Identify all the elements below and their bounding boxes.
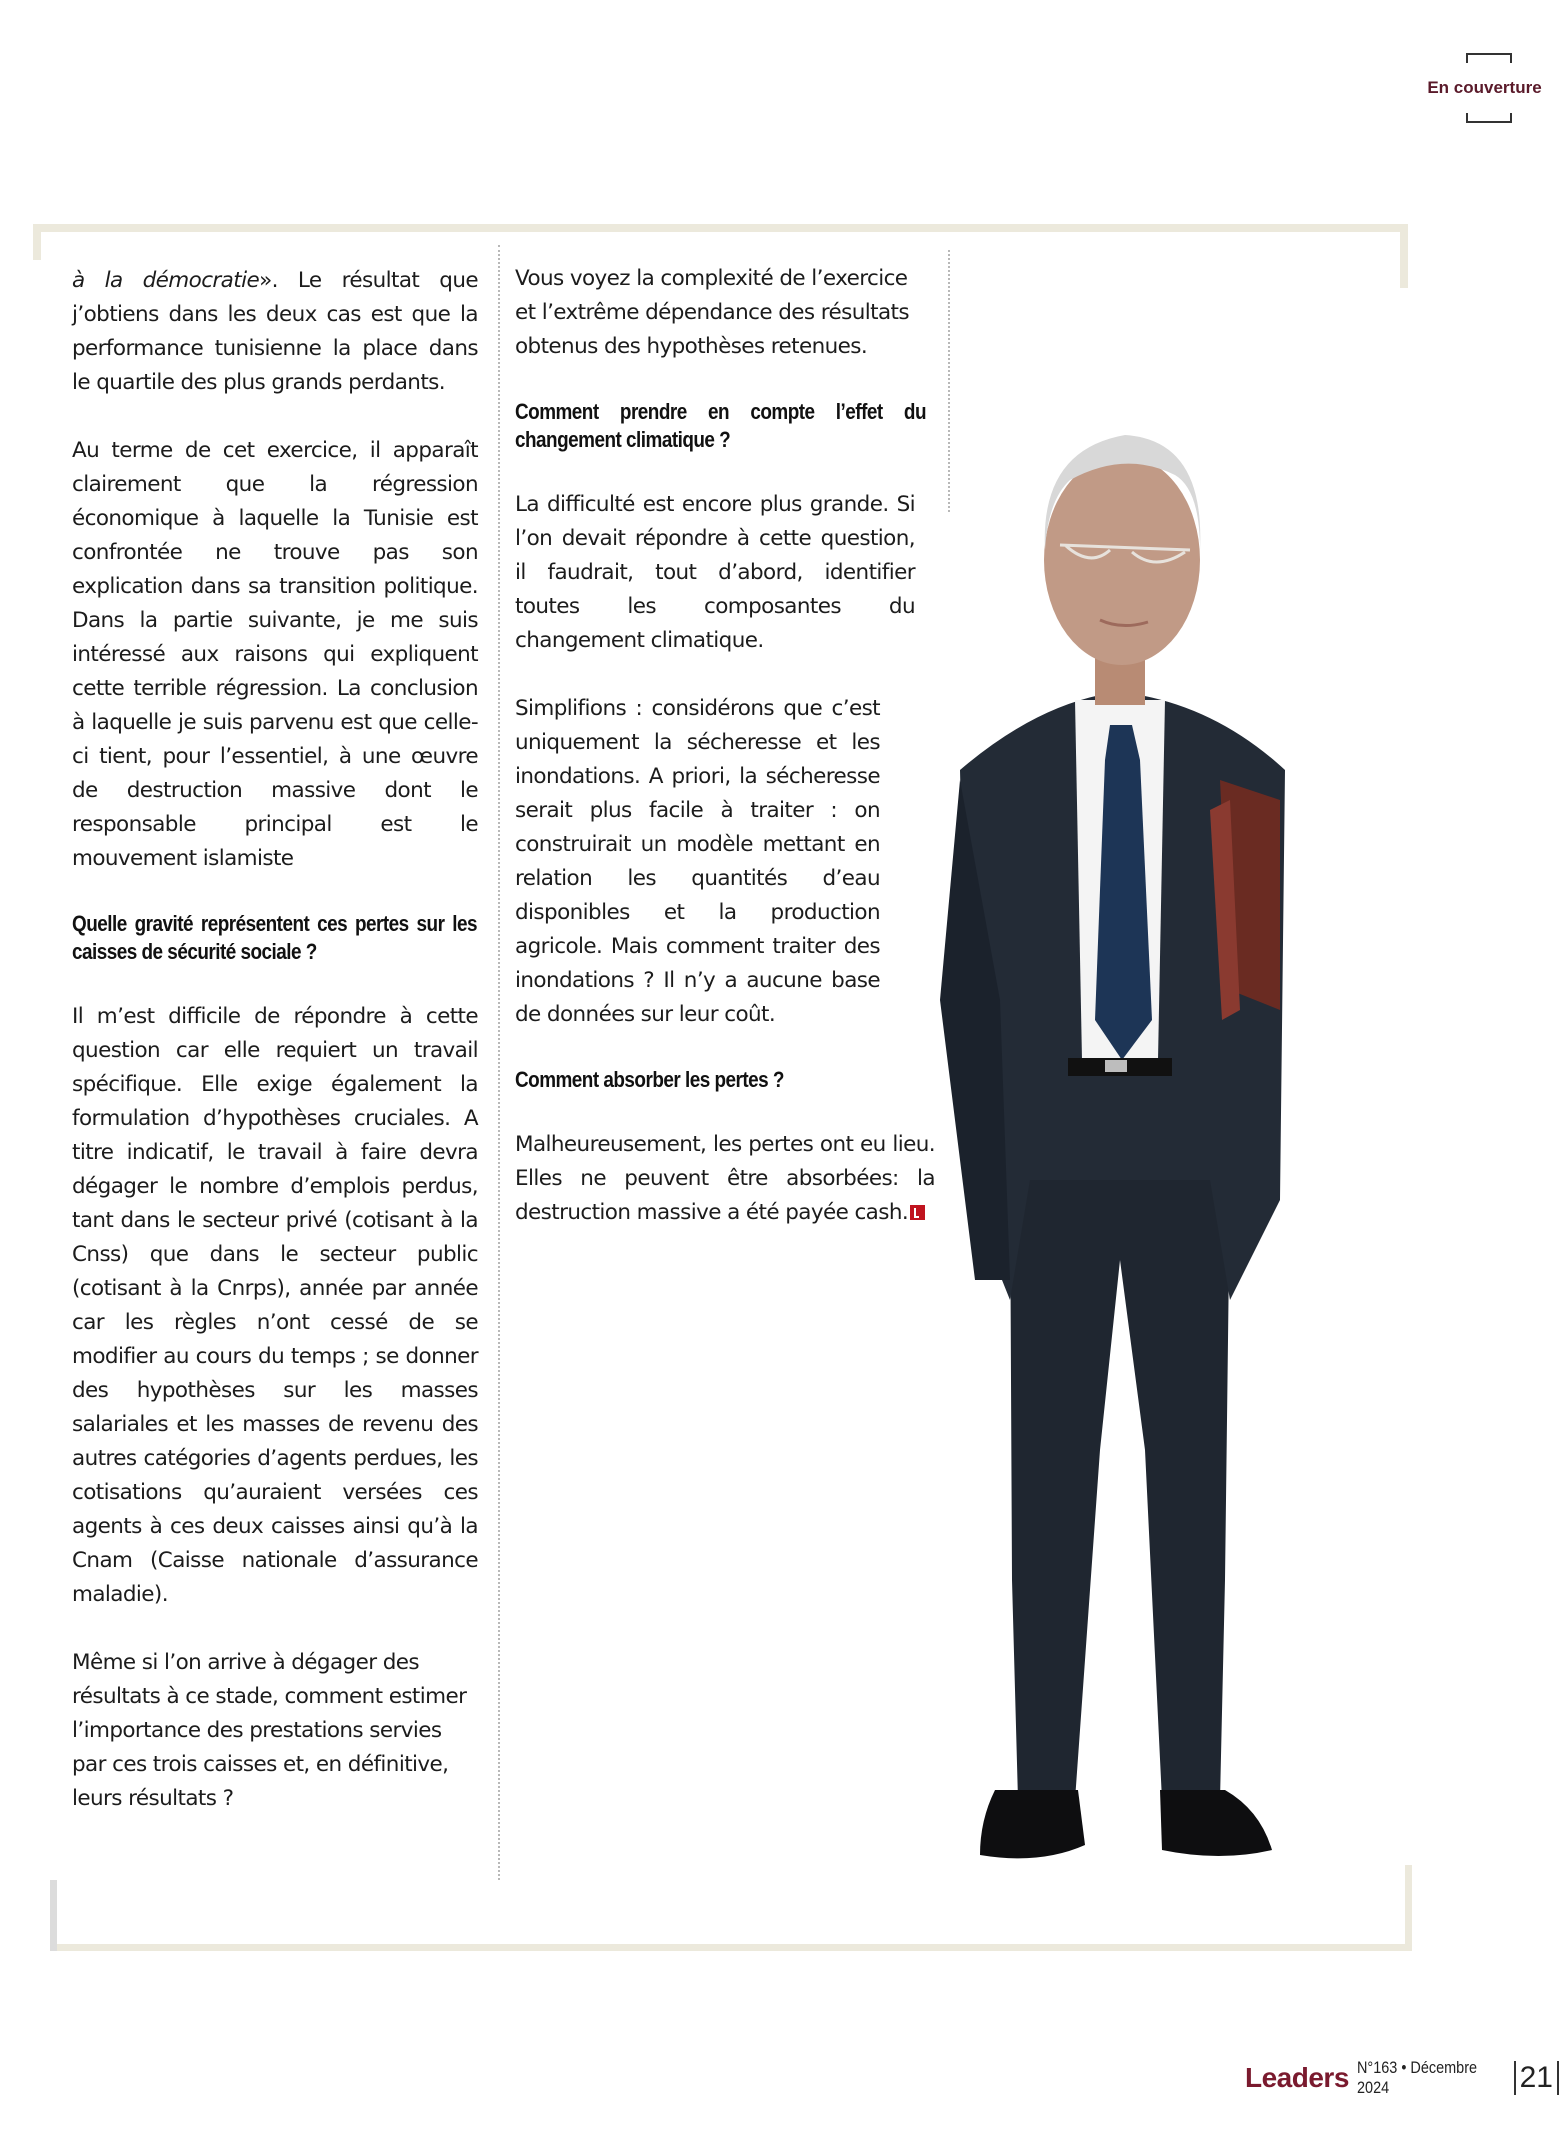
paragraph	[72, 264, 478, 400]
issue-info: N°163 • Décembre 2024	[1356, 2058, 1477, 2097]
interview-question: Comment absorber les pertes ?	[515, 1067, 784, 1092]
portrait-photo	[900, 300, 1340, 1880]
paragraph	[515, 1128, 935, 1230]
frame-border-right-bottom	[1405, 1865, 1412, 1951]
interview-question: Comment prendre en compte l’effet du changement climatique ?	[515, 399, 926, 452]
frame-border-left	[33, 224, 41, 260]
header-bracket-top	[1466, 53, 1512, 63]
column-divider-1	[498, 245, 500, 1880]
left-shoe	[980, 1790, 1085, 1858]
face	[1044, 455, 1200, 665]
article-column-2	[515, 262, 935, 1264]
frame-border-bottom	[50, 1944, 1410, 1951]
paragraph: Vous voyez la complexité de l’exercice et l’extrême dépendance des résultats obtenus des hypothèses retenues.	[515, 266, 909, 359]
paragraph: La difficulté est encore plus grande. Si l’on devait répondre à cette question, il faudrait, tout d’abord, identifier toutes les composantes du changement climatique.	[515, 492, 915, 653]
header-bracket-bottom	[1466, 113, 1512, 123]
page-footer	[1245, 2058, 1559, 2098]
section-tag: En couverture	[1427, 78, 1542, 97]
page-number: 21	[1514, 2061, 1559, 2095]
brand-logo: Leaders	[1245, 2062, 1349, 2093]
belt-buckle	[1105, 1060, 1127, 1072]
frame-border-right-top	[1400, 224, 1408, 288]
paragraph-text: Malheureusement, les pertes ont eu lieu. Elles ne peuvent être absorbées: la destruction massive a été payée cash.	[515, 1132, 935, 1225]
italic-lead: à la démocratie	[72, 268, 260, 293]
paragraph: Simplifions : considérons que c’est uniquement la sécheresse et les inondations. A priori, la sécheresse serait plus facile à traiter : on construirait un modèle mettant en relation les quantités d’eau disponibles et la production agricole. Mais comment traiter des inondations ? Il n’y a aucune base de données sur leur coût.	[515, 696, 880, 1027]
frame-border-left-bottom	[50, 1880, 57, 1951]
paragraph: Au terme de cet exercice, il apparaît clairement que la régression économique à laquelle la Tunisie est confrontée ne trouve pas son explication dans sa transition politique. Dans la partie suivante, je me suis intéressé aux raisons qui expliquent cette terrible régression. La conclusion à laquelle je suis parvenu est que celle-ci tient, pour l’essentiel, à une œuvre de destruction massive dont le responsable principal est le mouvement islamiste	[72, 438, 478, 871]
right-shoe	[1160, 1790, 1272, 1856]
frame-border-top	[33, 224, 1408, 232]
article-column-1	[72, 264, 478, 1850]
paragraph: Il m’est difficile de répondre à cette question car elle requiert un travail spécifique. Elle exige également la formulation d’hypothèses cruciales. A titre indicatif, le travail à faire devra dégager le nombre d’emplois perdus, tant dans le secteur privé (cotisant à la Cnss) que dans le secteur public (cotisant à la Cnrps), année par année car les règles n’ont cessé de se modifier au cours du temps ; se donner des hypothèses sur les masses salariales et les masses de revenu des autres catégories d’agents perdues, les cotisations qu’auraient versées ces agents à ces deux caisses ainsi qu’à la Cnam (Caisse nationale d’assurance maladie).	[72, 1004, 478, 1607]
paragraph: Même si l’on arrive à dégager des résultats à ce stade, comment estimer l’importance des prestations servies par ces trois caisses et, en définitive, leurs résultats ?	[72, 1650, 467, 1811]
trousers	[1010, 1180, 1230, 1800]
interview-question: Quelle gravité représentent ces pertes sur les caisses de sécurité sociale ?	[72, 911, 478, 964]
paragraph-text: ». Le résultat que j’obtiens dans les deux cas est que la performance tunisienne la place dans le quartile des plus grands perdants.	[72, 268, 478, 395]
